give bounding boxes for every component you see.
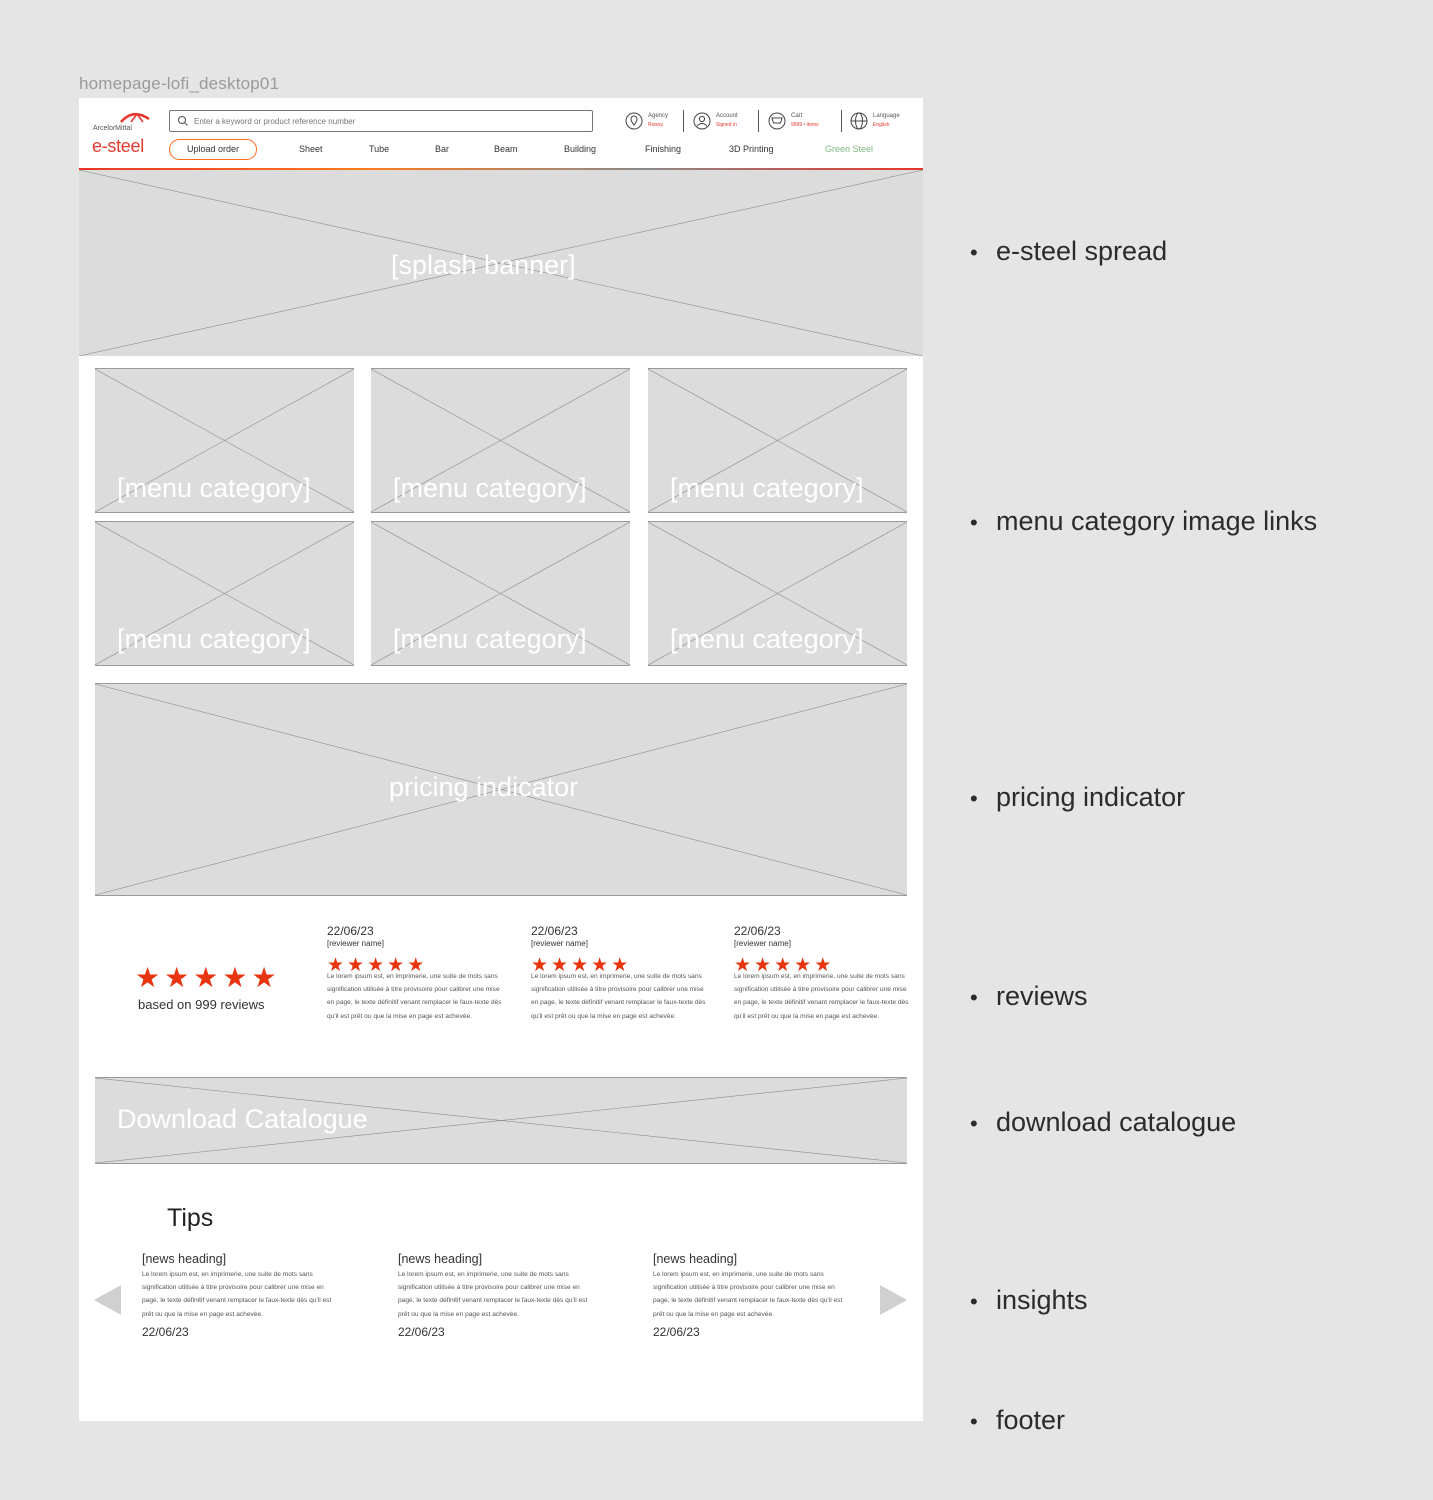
nav-item-beam[interactable]: Beam <box>494 144 518 154</box>
divider <box>841 110 842 132</box>
review-stars <box>327 954 427 977</box>
review-card <box>531 924 711 1023</box>
splash-banner-label: [splash banner] <box>391 250 576 280</box>
account-menu[interactable] <box>693 108 738 134</box>
menu-category-label: [menu category] <box>117 473 311 503</box>
review-card <box>734 924 914 1023</box>
annotation-footer: • footer <box>970 1405 1066 1435</box>
frame-label: homepage-lofi_desktop01 <box>79 74 280 93</box>
divider <box>758 110 759 132</box>
carousel-next-arrow-icon[interactable] <box>880 1285 907 1315</box>
annotation-menu-category: • menu category image links <box>970 506 1318 536</box>
annotation-download-catalogue: • download catalogue <box>970 1107 1237 1137</box>
star-icon: ★ <box>251 962 281 993</box>
menu-category-label: [menu category] <box>393 624 587 654</box>
news-card[interactable] <box>142 1252 342 1339</box>
news-text: Le lorem ipsum est, en imprimerie, une suite de mots sans signification utilisée à titre provisoire pour calibrer une mise en page, le texte définitif venant remplacer le faux-texte dès qu'il est prêt ou que la mise en page est achevée. <box>398 1271 588 1318</box>
star-icon: ★ <box>814 955 835 976</box>
star-icon: ★ <box>571 955 592 976</box>
agency-selector[interactable] <box>625 108 668 134</box>
tips-title: Tips <box>167 1204 214 1232</box>
review-text: Le lorem ipsum est, en imprimerie, une suite de mots sans signification utilisée à titre provisoire pour calibrer une mise en page, le texte définitif venant remplacer le faux-texte dès qu'il est prêt ou que la mise en page est achevée. <box>327 973 502 1020</box>
cart-label: Cart <box>791 113 803 119</box>
star-icon: ★ <box>611 955 632 976</box>
news-date: 22/06/23 <box>398 1324 445 1339</box>
splash-banner[interactable] <box>79 170 923 356</box>
menu-category-tile[interactable] <box>371 368 630 513</box>
annotation-reviews: • reviews <box>970 981 1088 1011</box>
download-catalogue-label: Download Catalogue <box>117 1104 368 1134</box>
menu-category-label: [menu category] <box>117 624 311 654</box>
star-icon: ★ <box>551 955 572 976</box>
star-icon: ★ <box>347 955 368 976</box>
divider <box>683 110 684 132</box>
star-icon: ★ <box>222 962 252 993</box>
account-label: Account <box>716 113 738 119</box>
cart-button[interactable] <box>768 108 819 134</box>
download-catalogue-banner[interactable] <box>95 1077 907 1164</box>
star-icon: ★ <box>387 955 408 976</box>
star-icon: ★ <box>754 955 775 976</box>
review-date: 22/06/23 <box>327 924 374 938</box>
search-input[interactable] <box>194 113 584 129</box>
user-icon <box>693 112 711 130</box>
nav-item-building[interactable]: Building <box>564 144 597 154</box>
logo-name: e-steel <box>92 136 144 156</box>
search-bar <box>169 110 593 132</box>
globe-icon <box>850 112 868 130</box>
annotation-pricing-indicator: • pricing indicator <box>970 782 1186 812</box>
arcelormittal-logo-icon <box>119 110 151 124</box>
menu-category-label: [menu category] <box>670 624 864 654</box>
agency-label: Agency <box>648 113 669 119</box>
review-date: 22/06/23 <box>531 924 578 938</box>
news-text: Le lorem ipsum est, en imprimerie, une suite de mots sans signification utilisée à titre provisoire pour calibrer une mise en page, le texte définitif venant remplacer le faux-texte dès qu'il est prêt ou que la mise en page est achevée. <box>653 1271 843 1318</box>
annotation-insights: • insights <box>970 1285 1088 1315</box>
star-icon: ★ <box>367 955 388 976</box>
star-icon: ★ <box>407 955 428 976</box>
news-heading: [news heading] <box>142 1252 227 1266</box>
logo[interactable] <box>91 110 157 160</box>
star-icon: ★ <box>794 955 815 976</box>
review-summary-text: based on 999 reviews <box>138 997 265 1012</box>
nav-item-sheet[interactable]: Sheet <box>299 144 323 154</box>
nav-item-tube[interactable]: Tube <box>369 144 390 154</box>
nav-item-bar[interactable]: Bar <box>435 144 450 154</box>
reviewer-name: [reviewer name] <box>734 939 791 948</box>
star-icon: ★ <box>327 955 348 976</box>
search-icon <box>177 115 189 127</box>
account-value: Signed in <box>716 122 737 128</box>
review-stars <box>734 954 834 977</box>
homepage-frame <box>79 98 923 1421</box>
language-value: English <box>873 122 890 128</box>
star-icon: ★ <box>591 955 612 976</box>
news-card[interactable] <box>398 1252 598 1339</box>
star-icon: ★ <box>774 955 795 976</box>
menu-category-label: [menu category] <box>670 473 864 503</box>
cart-icon <box>768 112 786 130</box>
menu-category-tile[interactable] <box>371 521 630 666</box>
news-date: 22/06/23 <box>142 1324 189 1339</box>
review-summary-stars <box>135 961 281 994</box>
review-text: Le lorem ipsum est, en imprimerie, une suite de mots sans signification utilisée à titre provisoire pour calibrer une mise en page, le texte définitif venant remplacer le faux-texte dès qu'il est prêt ou que la mise en page est achevée. <box>734 973 909 1020</box>
news-heading: [news heading] <box>398 1252 483 1266</box>
pricing-indicator[interactable] <box>95 683 907 896</box>
star-icon: ★ <box>734 955 755 976</box>
review-date: 22/06/23 <box>734 924 781 938</box>
language-label: Language <box>873 113 900 119</box>
menu-category-tile[interactable] <box>95 521 354 666</box>
menu-category-tile[interactable] <box>648 368 907 513</box>
nav-item-3d-printing[interactable]: 3D Printing <box>729 144 774 154</box>
logo-brand: ArcelorMittal <box>93 125 132 132</box>
news-date: 22/06/23 <box>653 1324 700 1339</box>
review-stars <box>531 954 631 977</box>
star-icon: ★ <box>135 962 165 993</box>
pricing-indicator-label: pricing indicator <box>389 772 579 802</box>
news-heading: [news heading] <box>653 1252 738 1266</box>
location-pin-icon <box>625 112 643 130</box>
news-text: Le lorem ipsum est, en imprimerie, une suite de mots sans signification utilisée à titre provisoire pour calibrer une mise en page, le texte définitif venant remplacer le faux-texte dès qu'il est prêt ou que la mise en page est achevée. <box>142 1271 332 1318</box>
menu-category-tile[interactable] <box>95 368 354 513</box>
nav-item-green-steel[interactable]: Green Steel <box>825 144 874 154</box>
review-card <box>327 924 507 1023</box>
nav-item-finishing[interactable]: Finishing <box>645 144 682 154</box>
review-text: Le lorem ipsum est, en imprimerie, une suite de mots sans signification utilisée à titre provisoire pour calibrer une mise en page, le texte définitif venant remplacer le faux-texte dès qu'il est prêt ou que la mise en page est achevée. <box>531 973 706 1020</box>
cart-count: 9999 • items <box>791 122 819 128</box>
star-icon: ★ <box>531 955 552 976</box>
site-header <box>79 98 923 170</box>
agency-value: Roissy <box>648 122 664 128</box>
annotation-e-steel-spread: • e-steel spread <box>970 236 1168 266</box>
star-icon: ★ <box>193 962 223 993</box>
reviewer-name: [reviewer name] <box>327 939 384 948</box>
star-icon: ★ <box>164 962 194 993</box>
language-selector[interactable] <box>850 108 900 134</box>
menu-category-tile[interactable] <box>648 521 907 666</box>
news-card[interactable] <box>653 1252 853 1339</box>
menu-category-label: [menu category] <box>393 473 587 503</box>
upload-order-button[interactable]: Upload order <box>169 139 257 160</box>
carousel-prev-arrow-icon[interactable] <box>94 1285 121 1315</box>
reviewer-name: [reviewer name] <box>531 939 588 948</box>
